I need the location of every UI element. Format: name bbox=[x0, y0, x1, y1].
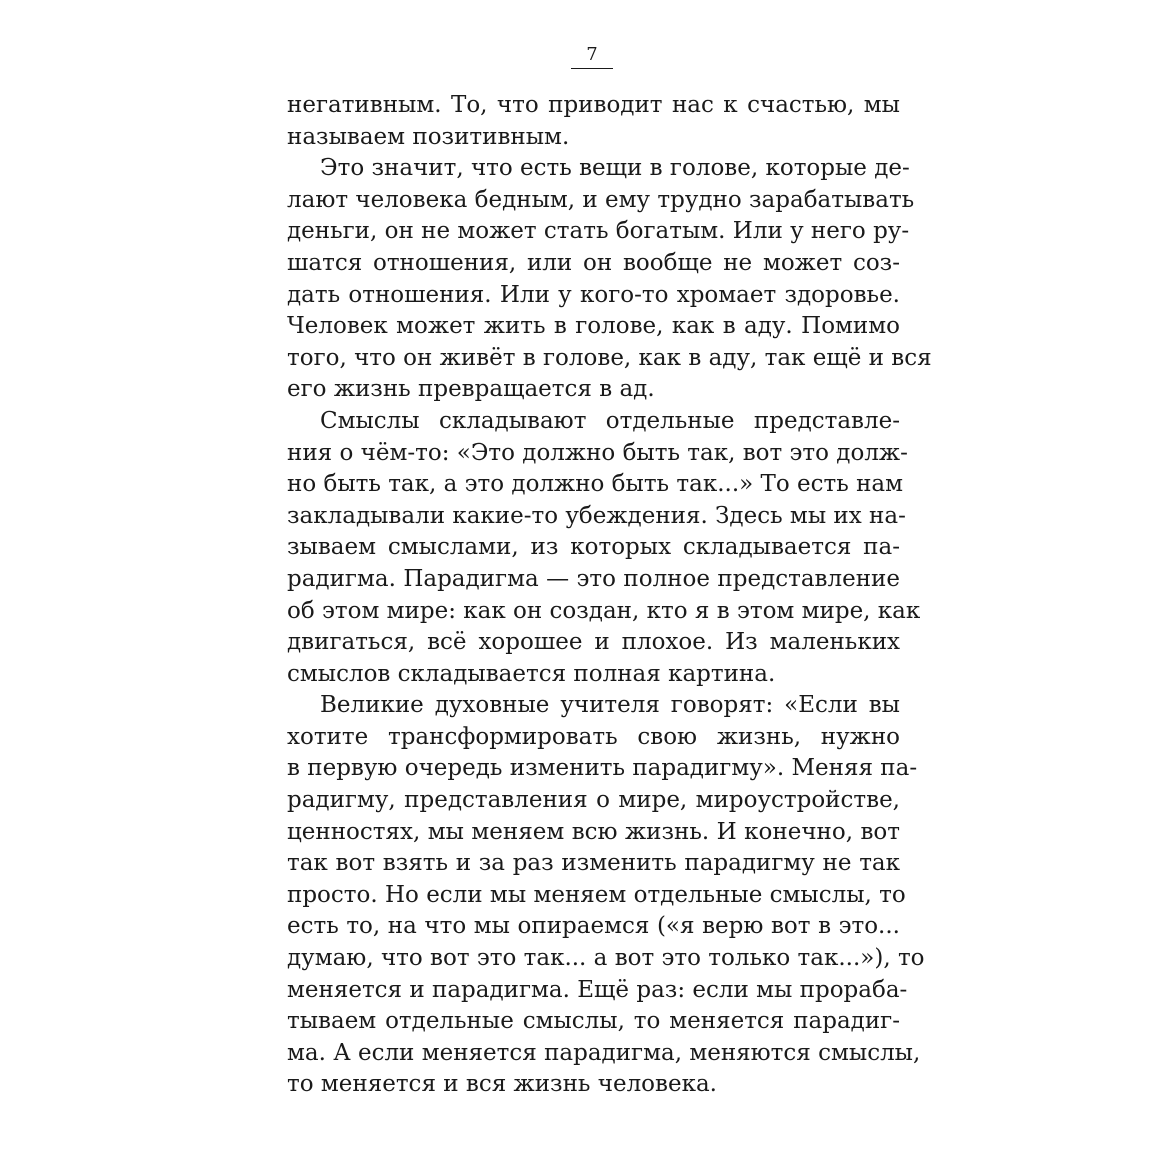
text-line: того, что он живёт в голове, как в аду, так ещё и вся bbox=[287, 344, 932, 371]
text-line: лают человека бедным, и ему трудно зарабатывать bbox=[287, 186, 915, 213]
text-line: в первую очередь изменить парадигму». Меняя па- bbox=[287, 755, 918, 782]
text-line: негативным. То, что приводит нас к счастью, мы bbox=[287, 92, 900, 118]
body-text bbox=[287, 90, 932, 1101]
text-line: но быть так, а это должно быть так...» То есть нам bbox=[287, 471, 904, 498]
text-line: Смыслы складывают отдельные представле- bbox=[320, 407, 900, 434]
text-line: Человек может жить в голове, как в аду. Помимо bbox=[287, 313, 900, 340]
text-line: дать отношения. Или у кого-то хромает здоровье. bbox=[287, 281, 900, 308]
text-line: закладывали какие-то убеждения. Здесь мы их на- bbox=[287, 502, 906, 529]
text-line: ния о чём-то: «Это должно быть так, вот это долж- bbox=[287, 439, 908, 466]
page-number: 7 bbox=[586, 44, 598, 65]
text-line: меняется и парадигма. Ещё раз: если мы прораба- bbox=[287, 976, 908, 1003]
text-line: шатся отношения, или он вообще не может соз- bbox=[287, 249, 900, 276]
text-line: смыслов складывается полная картина. bbox=[287, 660, 776, 687]
paragraph bbox=[287, 153, 932, 406]
text-line: зываем смыслами, из которых складывается па- bbox=[287, 534, 900, 561]
text-line: то меняется и вся жизнь человека. bbox=[287, 1071, 717, 1098]
paragraph bbox=[287, 406, 921, 690]
text-line: ценностях, мы меняем всю жизнь. И конечно, вот bbox=[287, 818, 900, 845]
text-line: ма. А если меняется парадигма, меняются смыслы, bbox=[287, 1039, 921, 1066]
text-line: Это значит, что есть вещи в голове, которые де- bbox=[320, 155, 910, 182]
text-line: его жизнь превращается в ад. bbox=[287, 376, 655, 403]
text-line: тываем отдельные смыслы, то меняется парадиг- bbox=[287, 1008, 900, 1035]
text-line: так вот взять и за раз изменить парадигму не так bbox=[287, 850, 900, 877]
text-line: называем позитивным. bbox=[287, 123, 570, 150]
text-line: деньги, он не может стать богатым. Или у него ру- bbox=[287, 218, 910, 245]
text-line: хотите трансформировать свою жизнь, нужно bbox=[287, 723, 900, 750]
page-number-rule bbox=[571, 68, 613, 69]
text-line: Великие духовные учителя говорят: «Если вы bbox=[320, 692, 900, 719]
text-line: просто. Но если мы меняем отдельные смыслы, то bbox=[287, 881, 906, 908]
paragraph bbox=[287, 690, 925, 1101]
text-line: радигма. Парадигма — это полное представление bbox=[287, 565, 900, 592]
text-line: есть то, на что мы опираемся («я верю вот в это... bbox=[287, 913, 900, 940]
text-line: думаю, что вот это так... а вот это только так...»), то bbox=[287, 945, 925, 972]
text-line: радигму, представления о мире, мироустройстве, bbox=[287, 787, 900, 814]
text-line: об этом мире: как он создан, кто я в этом мире, как bbox=[287, 597, 921, 624]
paragraph bbox=[287, 90, 900, 153]
text-line: двигаться, всё хорошее и плохое. Из маленьких bbox=[287, 629, 900, 656]
